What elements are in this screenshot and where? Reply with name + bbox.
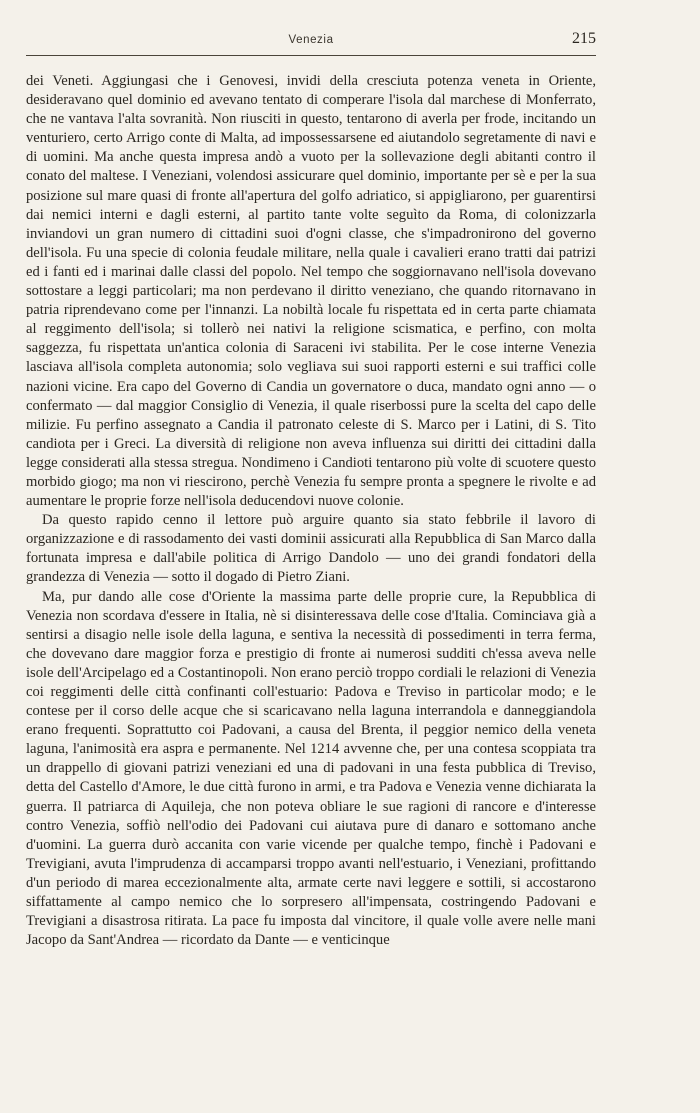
page-header: [26, 28, 596, 56]
paragraph: Da questo rapido cenno il lettore può arguire quanto sia stato febbrile il lavoro di organizzazione e di rassodamento dei vasti dominii assicurati alla Repubblica di San Marco dalla fortunata impresa e dall'abile politica di Arrigo Dandolo — uno dei grandi fondatori della grandezza di Venezia — sotto il dogado di Pietro Ziani.: [26, 512, 596, 586]
header-rule: [26, 55, 596, 56]
body-text: [26, 72, 596, 950]
paragraph: Ma, pur dando alle cose d'Oriente la massima parte delle proprie cure, la Repubblica di Venezia non scordava d'essere in Italia, nè si disinteressava delle cose d'Italia. Cominciava già a sentirsi a disagio nelle isole della laguna, e sentiva la necessità di possedimenti in terra ferma, che dovevano dare maggior forza e prestigio di fronte ai numerosi sudditi ch'essa aveva nelle isole dell'Arcipelago ed a Costantinopoli. Non erano perciò troppo cordiali le relazioni di Venezia coi reggimenti delle città confinanti coll'estuario: Padova e Treviso in particolar modo; e le contese per il corso delle acque che si scaricavano nella laguna interrandola e danneggiandola erano frequenti. Soprattutto coi Padovani, a causa del Brenta, il peggior nemico della veneta laguna, l'animosità era aspra e permanente. Nel 1214 avvenne che, per una contesa scoppiata tra un drappello di giovani patrizi veneziani ed una di padovani in una festa pubblica di Treviso, detta del Castello d'Amore, le due città furono in armi, e tra Padova e Venezia venne dichiarata la guerra. Il patriarca di Aquileja, che non poteva obliare le sue ragioni di rancore e d'interesse contro Venezia, soffiò nell'odio dei Padovani cui aiutava pure di danaro e sottomano anche d'uomini. La guerra durò accanita con varie vicende per qualche tempo, finchè i Padovani e Trevigiani, avuta l'imprudenza di accamparsi troppo avanti nell'estuario, i Veneziani, profittando d'un periodo di marea eccezionalmente alta, armate certe navi leggere e sottili, si accostarono siffattamente al campo nemico che lo sorpresero all'impensata, costringendo Padovani e Trevigiani a disastrosa ritirata. La pace fu imposta dal vincitore, il quale volle avere nelle mani Jacopo da Sant'Andrea — ricordato da Dante — e venticinque: [26, 588, 596, 949]
page-number: 215: [572, 30, 596, 47]
running-title: Venezia: [288, 34, 334, 46]
paragraph-continued: dei Veneti. Aggiungasi che i Genovesi, invidi della cresciuta potenza veneta in Oriente, desideravano quel dominio ed avevano tentato di comperare l'isola dal marchese di Monferrato, che ne vantava l'alta sovranità. Non riusciti in questo, tentarono di averla per frode, incitando un venturiero, certo Arrigo conte di Malta, ad impossessarsene ed aiutandolo segretamente di navi e di uomini. Ma anche questa impresa andò a vuoto per la sollevazione degli abitanti contro il conato del maltese. I Veneziani, volendosi assicurare quel dominio, importante per sè e per la sua posizione sul mare quasi di fronte all'apertura del golfo adriatico, si appigliarono, per guarentirsi dai nemici interni e dagli esterni, al partito tante volte seguìto da Roma, di colonizzarla inviandovi un gran numero di cittadini suoi d'ogni classe, che s'impadronirono del governo dell'isola. Fu una specie di colonia feudale militare, nella quale i cavalieri erano tratti dai patrizi ed i fanti ed i marinai dalle classi del popolo. Nel tempo che soggiornavano nell'isola dovevano sottostare a leggi particolari; ma non perdevano il diritto veneziano, che quando ritornavano in patria riprendevano come per l'innanzi. La nobiltà locale fu rispettata ed in certa parte chiamata al reggimento dell'isola; si tollerò nei nativi la religione scismatica, e perfino, con molta saggezza, fu rispettata un'antica colonia di Saraceni ivi stabilita. Per le cose interne Venezia lasciava all'isola completa autonomia; solo vegliava sui suoi rapporti esterni e sui traffici colle nazioni vicine. Era capo del Governo di Candia un governatore o duca, mandato ogni anno — o confermato — dal maggior Consiglio di Venezia, il quale riserbossi pure la scelta del capo delle milizie. Fu perfino assegnato a Candia il patronato celeste di S. Marco per i Latini, di S. Tito candiota per i Greci. La diversità di religione non aveva influenza sui diritti dei cittadini dalla legge considerati alla stessa stregua. Nondimeno i Candioti tentarono più volte di scuotere questo morbido giogo; ma non vi riescirono, perchè Venezia fu sempre pronta a spegnere le rivolte e ad aumentare le proprie forze nell'isola deducendovi nuove colonie.: [26, 73, 596, 510]
